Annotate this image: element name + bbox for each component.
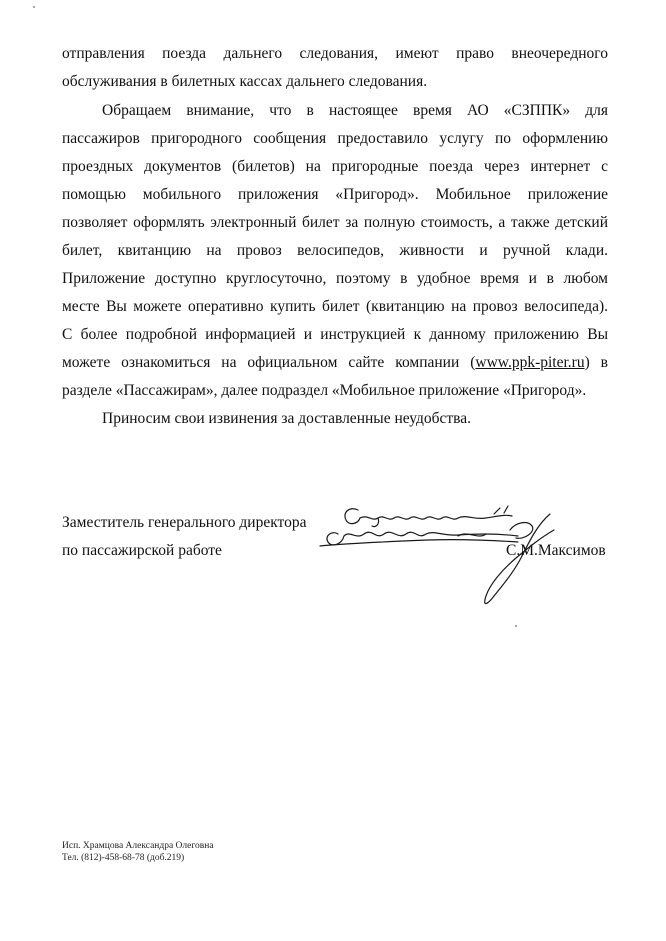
paragraph-2-line-11: разделе «Пассажирам», далее подраздел «Мобильное приложение «Пригород». <box>62 382 587 399</box>
paragraph-2-line-6: билет, квитанцию на провоз велосипедов, живности и ручной клади. <box>62 242 608 259</box>
signatory-position-line-1: Заместитель генерального директора <box>62 514 307 531</box>
paragraph-2-line-3: проездных документов (билетов) на пригородные поезда через интернет с <box>62 158 608 175</box>
paragraph-2-line-1: Обращаем внимание, что в настоящее время АО «СЗППК» для <box>102 102 608 119</box>
executor-phone: Тел. (812)-458-68-78 (доб.219) <box>62 853 185 863</box>
paragraph-2-line-8: месте Вы можете оперативно купить билет (квитанцию на провоз велосипеда). <box>62 298 608 315</box>
paragraph-3-line-1: Приносим свои извинения за доставленные неудобства. <box>102 410 472 427</box>
paragraph-2-line-10 <box>62 353 608 373</box>
signatory-position-line-2: по пассажирской работе <box>62 542 222 559</box>
signatory-name: С.М.Максимов <box>506 542 606 559</box>
paragraph-2-line-5: позволяет оформлять электронный билет за полную стоимость, а также детский <box>62 214 608 231</box>
website-link[interactable]: www.ppk-piter.ru <box>475 354 585 371</box>
paragraph-1-line-1: отправления поезда дальнего следования, имеют право внеочередного <box>62 45 608 62</box>
paragraph-2-line-4: помощью мобильного приложения «Пригород». Мобильное приложение <box>62 186 608 203</box>
executor-name: Исп. Храмцова Александра Олеговна <box>62 841 214 851</box>
paragraph-2-line-2: пассажиров пригородного сообщения предоставило услугу по оформлению <box>62 130 608 147</box>
scan-speck <box>33 6 35 8</box>
paragraph-2-line-10-after: ) в <box>584 354 608 371</box>
paragraph-2-line-7: Приложение доступно круглосуточно, поэтому в удобное время и в любом <box>62 270 608 287</box>
paragraph-2-line-9: С более подробной информацией и инструкцией к данному приложению Вы <box>62 326 608 343</box>
scan-speck <box>515 625 517 627</box>
paragraph-1-line-2: обслуживания в билетных кассах дальнего следования. <box>62 73 428 90</box>
paragraph-2-line-10-before: можете ознакомиться на официальном сайте компании ( <box>62 354 476 371</box>
